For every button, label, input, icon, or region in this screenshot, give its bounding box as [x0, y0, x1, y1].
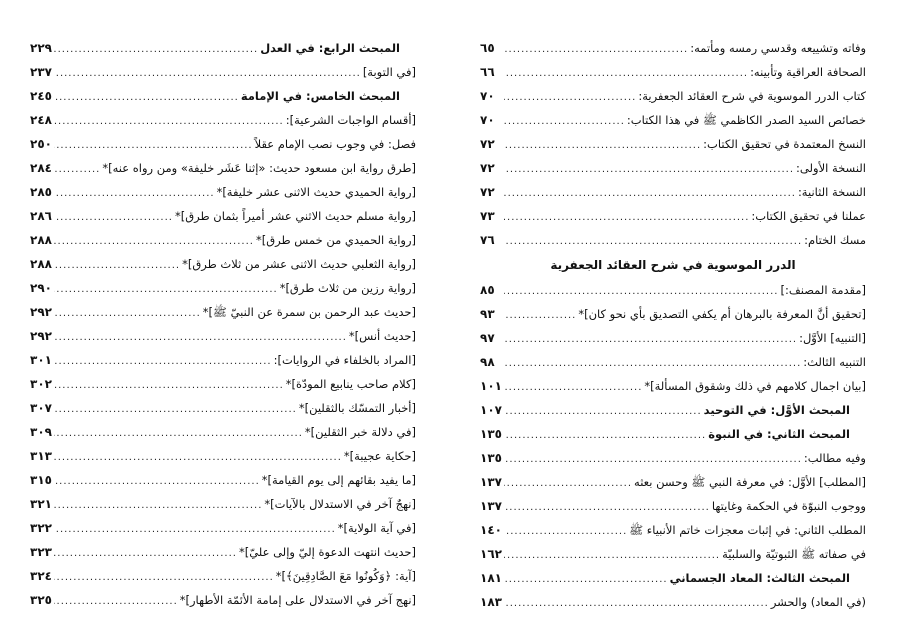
book-title-heading: الدرر الموسوية في شرح العقائد الجعفرية: [550, 258, 796, 272]
toc-entry: [480, 350, 866, 374]
dot-leader: [54, 350, 272, 372]
toc-entry: [480, 518, 866, 542]
toc-entry-page-number: ٦٥: [480, 41, 495, 55]
toc-entry: [480, 60, 866, 84]
toc-entry-page-number: ١٠٧: [480, 403, 502, 417]
dot-leader: [54, 302, 201, 324]
dot-leader: [54, 326, 347, 348]
dot-leader: [54, 230, 254, 252]
dot-leader: [504, 62, 748, 84]
toc-entry-title: [آية: ﴿وَكُونُوا مَعَ الصَّادِقِينَ﴾]*: [275, 569, 416, 583]
toc-entry: [480, 228, 866, 252]
toc-entry-page-number: ٣٠٢: [30, 377, 52, 391]
toc-entry-page-number: ١٨١: [480, 571, 502, 585]
toc-entry: [30, 108, 416, 132]
toc-entry-page-number: ٢٨٦: [30, 209, 52, 223]
toc-entry-title: [تحقيق أنَّ المعرفة بالبرهان أم يكفي التصديق بأي نحو كان]*: [578, 307, 866, 321]
left-page-toc: [30, 36, 416, 612]
toc-entry-page-number: ٣٢٢: [30, 521, 52, 535]
toc-entry-title: في صفاته ﷺ الثبوتيّة والسلبيّة: [722, 547, 866, 561]
dot-leader: [54, 494, 262, 516]
toc-entry: [30, 84, 416, 108]
toc-entry-page-number: ٢٤٨: [30, 113, 52, 127]
dot-leader: [54, 110, 284, 132]
toc-entry-title: [أقسام الواجبات الشرعية]:: [285, 113, 416, 127]
dot-leader: [504, 376, 642, 398]
dot-leader: [504, 472, 632, 494]
dot-leader: [54, 542, 237, 564]
dot-leader: [54, 38, 258, 60]
toc-entry: [30, 420, 416, 444]
dot-leader: [54, 86, 239, 108]
toc-entry-title: [رواية الحميدي حديث الاثنى عشر خليفة]*: [216, 185, 416, 199]
dot-leader: [54, 374, 284, 396]
dot-leader: [54, 254, 180, 276]
dot-leader: [504, 38, 688, 60]
dot-leader: [504, 230, 802, 252]
toc-entry: [480, 132, 866, 156]
dot-leader: [504, 158, 794, 180]
toc-entry-title: [ما يفيد بقائهم إلى يوم القيامة]*: [261, 473, 416, 487]
dot-leader: [504, 592, 769, 614]
toc-entry-title: [رواية الثعلبي حديث الاثنى عشر من ثلاث طرق]*: [182, 257, 416, 271]
toc-entry-page-number: ٣١٥: [30, 473, 52, 487]
right-page-toc: [480, 36, 866, 614]
toc-entry: [30, 468, 416, 492]
toc-entry: [480, 36, 866, 60]
dot-leader: [504, 206, 749, 228]
toc-entry-title: [رواية الحميدي من خمس طرق]*: [255, 233, 416, 247]
dot-leader: [54, 590, 178, 612]
toc-entry-page-number: ١٠١: [480, 379, 502, 393]
toc-entry-page-number: ٣٠٩: [30, 425, 52, 439]
toc-entry-page-number: ٢٥٠: [30, 137, 52, 151]
dot-leader: [504, 424, 706, 446]
toc-entry-page-number: ٨٥: [480, 283, 495, 297]
toc-entry-title: المبحث الأوَّل: في التوحيد: [703, 403, 850, 417]
toc-entry-page-number: ١٤٠: [480, 523, 502, 537]
toc-entry-title: المطلب الثاني: في إثبات معجزات خاتم الأنبياء ﷺ: [629, 523, 866, 537]
toc-entry-page-number: ٧٢: [480, 161, 495, 175]
dot-leader: [54, 278, 278, 300]
toc-entry-page-number: ٢٣٧: [30, 65, 52, 79]
toc-entry-title: ووجوب النبوّة في الحكمة وغايتها: [711, 499, 866, 513]
toc-entry-page-number: ١٨٣: [480, 595, 502, 609]
dot-leader: [504, 328, 797, 350]
dot-leader: [504, 520, 627, 542]
toc-entry: [480, 204, 866, 228]
toc-entry-page-number: ١٦٢: [480, 547, 502, 561]
toc-entry-title: [بيان اجمال كلامهم في ذلك وشقوق المسألة]*: [644, 379, 866, 393]
toc-entry-page-number: ٧٣: [480, 209, 495, 223]
toc-entry: [30, 348, 416, 372]
toc-entry-page-number: ٢٤٥: [30, 89, 52, 103]
toc-entry-title: المبحث الرابع: في العدل: [260, 41, 400, 55]
toc-entry: [480, 156, 866, 180]
toc-entry-title: [في دلالة خبر الثقلين]*: [304, 425, 416, 439]
dot-leader: [504, 448, 802, 470]
toc-entry: [30, 276, 416, 300]
toc-entry-title: النسخة الثانية:: [797, 185, 866, 199]
toc-entry-title: وفيه مطالب:: [803, 451, 866, 465]
toc-entry-title: [رواية رزين من ثلاث طرق]*: [279, 281, 416, 295]
dot-leader: [54, 518, 336, 540]
toc-entry: [30, 324, 416, 348]
dot-leader: [504, 86, 636, 108]
dot-leader: [504, 568, 668, 590]
dot-leader: [504, 352, 801, 374]
toc-entry-title: [المطلب] الأوَّل: في معرفة النبي ﷺ وحسن بعثه: [634, 475, 866, 489]
toc-entry: [30, 516, 416, 540]
toc-entry-page-number: ٩٨: [480, 355, 495, 369]
toc-entry: [30, 228, 416, 252]
dot-leader: [504, 496, 710, 518]
toc-entry-page-number: ٧٠: [480, 113, 495, 127]
toc-entry-title: [في آية الولاية]*: [337, 521, 416, 535]
toc-entry: [30, 36, 416, 60]
toc-entry: [30, 492, 416, 516]
toc-entry-page-number: ١٣٥: [480, 451, 502, 465]
toc-entry-page-number: ١٣٧: [480, 499, 502, 513]
dot-leader: [54, 182, 215, 204]
toc-entry: [30, 132, 416, 156]
dot-leader: [54, 398, 297, 420]
toc-entry-title: [كلام صاحب ينابيع المودّة]*: [285, 377, 416, 391]
toc-entry: [30, 588, 416, 612]
toc-entry-page-number: ٢٨٨: [30, 233, 52, 247]
toc-entry-title: كتاب الدرر الموسوية في شرح العقائد الجعفرية:: [638, 89, 866, 103]
toc-entry-page-number: ٢٩٢: [30, 305, 52, 319]
toc-entry: [30, 252, 416, 276]
dot-leader: [54, 158, 100, 180]
toc-entry-title: [نهجٌ آخر في الاستدلال بالآيات]*: [264, 497, 416, 511]
toc-entry-page-number: ٢٩٢: [30, 329, 52, 343]
dot-leader: [504, 544, 720, 566]
toc-entry-title: فصل: في وجوب نصب الإمام عقلاً: [254, 137, 416, 151]
toc-entry: [30, 156, 416, 180]
toc-entry: [30, 60, 416, 84]
toc-entry-page-number: ٣٢٣: [30, 545, 52, 559]
toc-entry-page-number: ٣٠٧: [30, 401, 52, 415]
toc-entry-page-number: ٧٠: [480, 89, 495, 103]
toc-entry: [480, 278, 866, 302]
toc-entry-title: التنبيه الثالث:: [803, 355, 866, 369]
toc-entry: [480, 422, 866, 446]
toc-entry-page-number: ٣٢٤: [30, 569, 52, 583]
toc-entry-page-number: ٣٠١: [30, 353, 52, 367]
dot-leader: [504, 182, 796, 204]
dot-leader: [504, 110, 625, 132]
toc-entry: [480, 470, 866, 494]
toc-entry-title: وفاته وتشييعه وقدسي رمسه ومأتمه:: [690, 41, 866, 55]
dot-leader: [54, 566, 274, 588]
toc-entry-title: [أخبار التمسّك بالثقلين]*: [298, 401, 416, 415]
toc-entry: [480, 398, 866, 422]
toc-entry-title: [حكاية عجيبة]*: [343, 449, 416, 463]
toc-entry: [30, 444, 416, 468]
toc-list-front-matter: [480, 36, 866, 252]
toc-list-main: [480, 278, 866, 614]
toc-entry-page-number: ٣٢١: [30, 497, 52, 511]
toc-entry-title: المبحث الثالث: المعاد الجسماني: [669, 571, 850, 585]
toc-entry-page-number: ٢٨٤: [30, 161, 52, 175]
dot-leader: [504, 280, 778, 302]
toc-entry-page-number: ٧٢: [480, 137, 495, 151]
toc-entry: [480, 542, 866, 566]
toc-entry-title: النسخ المعتمدة في تحقيق الكتاب:: [703, 137, 866, 151]
toc-entry-page-number: ٧٦: [480, 233, 495, 247]
toc-entry-page-number: ٧٢: [480, 185, 495, 199]
toc-entry: [30, 396, 416, 420]
toc-entry-title: [في التوبة]: [362, 65, 416, 79]
toc-entry: [30, 540, 416, 564]
toc-entry: [30, 204, 416, 228]
toc-entry-title: خصائص السيد الصدر الكاظمي ﷺ في هذا الكتاب:: [626, 113, 866, 127]
dot-leader: [54, 206, 173, 228]
toc-entry-page-number: ١٣٥: [480, 427, 502, 441]
toc-entry-title: عملنا في تحقيق الكتاب:: [751, 209, 866, 223]
toc-entry-title: المبحث الخامس: في الإمامة: [240, 89, 400, 103]
toc-entry: [480, 84, 866, 108]
dot-leader: [504, 134, 701, 156]
toc-entry-title: [المراد بالخلفاء في الروايات]:: [273, 353, 416, 367]
toc-entry-page-number: ٩٧: [480, 331, 495, 345]
dot-leader: [54, 134, 253, 156]
toc-entry-title: المبحث الثاني: في النبوة: [708, 427, 850, 441]
toc-entry: [480, 180, 866, 204]
toc-entry-title: [حديث أنس]*: [348, 329, 416, 343]
toc-entry: [30, 180, 416, 204]
toc-entry-page-number: ١٣٧: [480, 475, 502, 489]
toc-entry-page-number: ٣١٣: [30, 449, 52, 463]
toc-entry: [480, 446, 866, 470]
toc-entry-title: النسخة الأولى:: [796, 161, 866, 175]
toc-entry-title: [مقدمة المصنف:]: [780, 283, 866, 297]
toc-entry-page-number: ٢٨٥: [30, 185, 52, 199]
dot-leader: [54, 62, 361, 84]
dot-leader: [504, 304, 576, 326]
toc-entry: [480, 302, 866, 326]
toc-list-continued: [30, 36, 416, 612]
toc-entry-title: [حديث انتهت الدعوة إليّ وإلى عليّ]*: [238, 545, 416, 559]
dot-leader: [54, 446, 342, 468]
dot-leader: [54, 470, 260, 492]
toc-entry: [30, 372, 416, 396]
toc-entry: [480, 590, 866, 614]
toc-entry-title: مسك الختام:: [804, 233, 866, 247]
toc-entry: [30, 564, 416, 588]
toc-entry-title: الصحافة العراقية وتأبينه:: [750, 65, 866, 79]
toc-entry: [480, 566, 866, 590]
toc-entry: [480, 108, 866, 132]
toc-entry: [480, 494, 866, 518]
toc-entry-title: [رواية مسلم حديث الاثني عشر أميراً بثمان طرق]*: [174, 209, 416, 223]
toc-entry-page-number: ٩٣: [480, 307, 495, 321]
toc-entry-page-number: ٦٦: [480, 65, 495, 79]
toc-entry-title: [طرق رواية ابن مسعود حديث: «إثنا عَشَر خليفة» ومن رواه عنه]*: [102, 161, 416, 175]
toc-entry-page-number: ٢٨٨: [30, 257, 52, 271]
toc-entry-title: [حديث عبد الرحمن بن سمرة عن النبيّ ﷺ]*: [202, 305, 416, 319]
dot-leader: [504, 400, 702, 422]
toc-entry: [480, 374, 866, 398]
toc-entry: [30, 300, 416, 324]
toc-entry-page-number: ٢٢٩: [30, 41, 52, 55]
toc-entry-title: [التنبيه] الأوَّل:: [799, 331, 866, 345]
toc-entry-title: (في المعاد) والحشر: [770, 595, 866, 609]
toc-entry: [480, 326, 866, 350]
toc-entry-page-number: ٣٢٥: [30, 593, 52, 607]
toc-entry-title: [نهج آخر في الاستدلال على إمامة الأئمّة الأطهار]*: [179, 593, 416, 607]
toc-entry-page-number: ٢٩٠: [30, 281, 52, 295]
dot-leader: [54, 422, 303, 444]
